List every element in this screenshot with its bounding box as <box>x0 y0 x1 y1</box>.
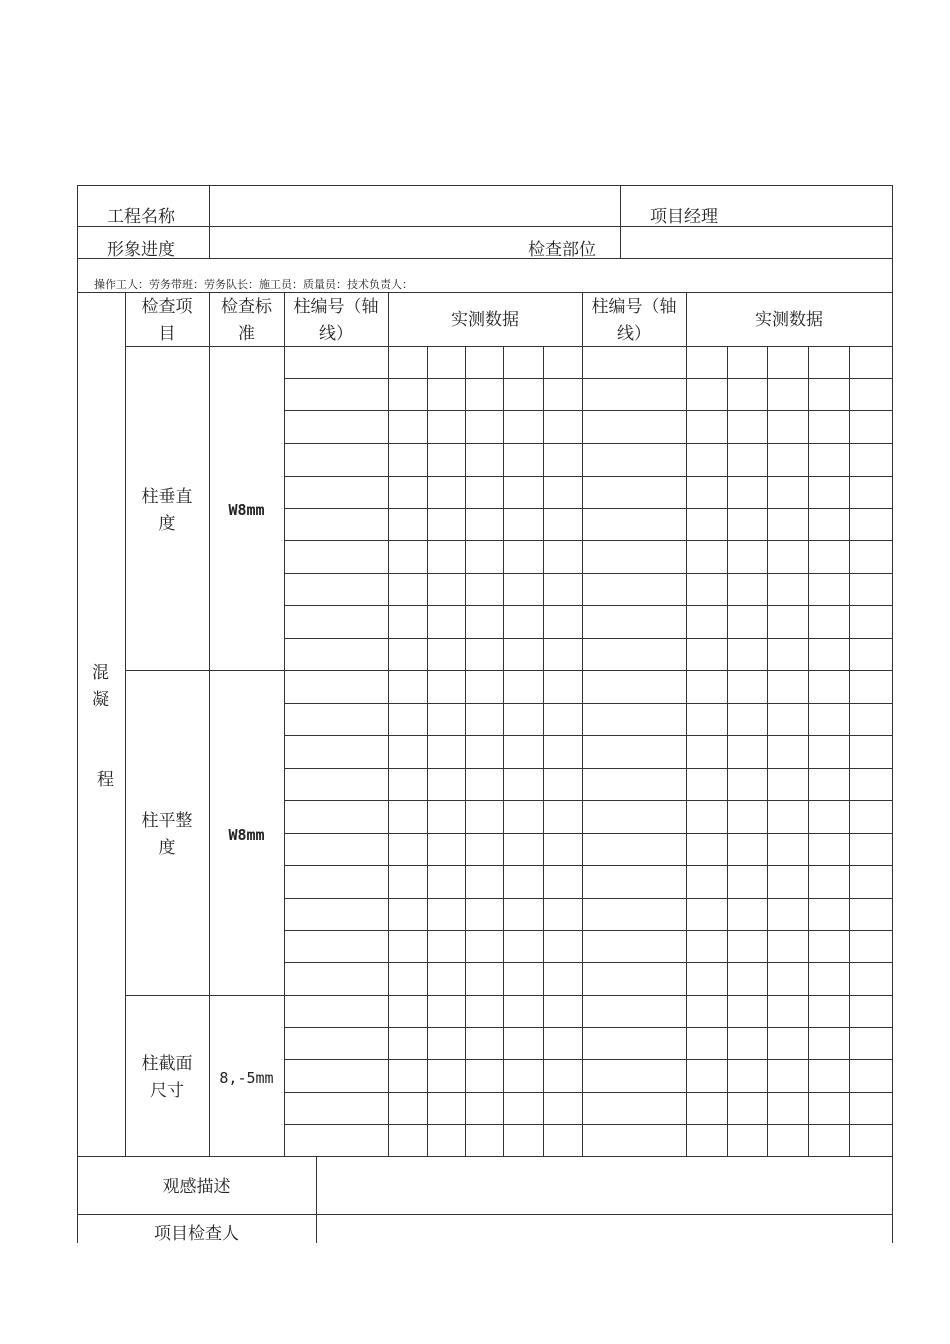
project-manager-label: 项目经理 <box>650 207 718 227</box>
grid-line <box>77 1156 893 1157</box>
grid-line <box>892 185 893 1243</box>
grid-line <box>284 508 893 509</box>
grid-line <box>284 443 893 444</box>
grid-line <box>77 226 893 227</box>
item-standard: 8,-5mm <box>219 1069 274 1087</box>
item-standard: W8mm <box>228 826 265 844</box>
grid-line <box>284 800 893 801</box>
item-name-line1: 柱截面 <box>141 1054 193 1074</box>
grid-line <box>316 1156 317 1243</box>
side-label-char1: 混 <box>92 663 109 683</box>
col-header-standard-line1: 检查标 <box>221 297 272 317</box>
grid-line <box>284 1059 893 1060</box>
progress-label: 形象进度 <box>107 240 175 260</box>
grid-line <box>808 346 809 1157</box>
item-name-line1: 柱平整 <box>141 811 193 831</box>
grid-line <box>77 185 78 1243</box>
grid-line <box>543 346 544 1157</box>
grid-line <box>284 768 893 769</box>
col-header-item-line1: 检查项 <box>141 297 193 317</box>
grid-line <box>284 1092 893 1093</box>
grid-line <box>284 573 893 574</box>
col-header-measured-right: 实测数据 <box>755 310 823 330</box>
grid-line <box>465 346 466 1157</box>
grid-line <box>209 185 210 259</box>
grid-line <box>503 346 504 1157</box>
side-label-char3: 程 <box>97 770 114 790</box>
grid-line <box>284 735 893 736</box>
item-name-line2: 尺寸 <box>150 1081 184 1101</box>
inspection-part-label: 检查部位 <box>528 240 596 260</box>
grid-line <box>284 865 893 866</box>
grid-line <box>209 292 210 1157</box>
grid-line <box>284 833 893 834</box>
grid-line <box>125 670 893 671</box>
grid-line <box>427 346 428 1157</box>
grid-line <box>284 703 893 704</box>
appearance-label: 观感描述 <box>162 1177 231 1197</box>
grid-line <box>125 995 893 996</box>
col-header-measured-left: 实测数据 <box>451 310 519 330</box>
item-name-line2: 度 <box>158 838 176 858</box>
grid-line <box>77 1214 893 1215</box>
item-name-line2: 度 <box>158 514 176 534</box>
grid-line <box>284 410 893 411</box>
item-name-line1: 柱垂直 <box>141 487 193 507</box>
col-header-column-no-left-line2: 线） <box>319 324 353 344</box>
col-header-item-line2: 目 <box>158 324 176 344</box>
grid-line <box>284 898 893 899</box>
grid-line <box>284 1027 893 1028</box>
inspector-label: 项目检查人 <box>154 1224 239 1244</box>
col-header-column-no-right-line1: 柱编号（轴 <box>591 297 677 317</box>
grid-line <box>849 346 850 1157</box>
grid-line <box>620 185 621 259</box>
grid-line <box>767 346 768 1157</box>
project-name-label: 工程名称 <box>107 207 175 227</box>
col-header-standard-line2: 准 <box>238 324 255 344</box>
side-label-char2: 凝 <box>92 690 109 710</box>
grid-line <box>284 605 893 606</box>
grid-line <box>125 292 126 1157</box>
grid-line <box>284 476 893 477</box>
grid-line <box>77 185 893 186</box>
grid-line <box>727 346 728 1157</box>
col-header-column-no-left-line1: 柱编号（轴 <box>293 297 379 317</box>
grid-line <box>284 638 893 639</box>
item-standard: W8mm <box>228 501 265 519</box>
grid-line <box>284 1124 893 1125</box>
grid-line <box>284 930 893 931</box>
grid-line <box>284 540 893 541</box>
personnel-line: 操作工人：劳务带班：劳务队长：施工员：质量员：技术负责人： <box>94 278 413 291</box>
grid-line <box>284 378 893 379</box>
grid-line <box>77 292 893 293</box>
grid-line <box>77 258 893 259</box>
col-header-column-no-right-line2: 线） <box>617 324 651 344</box>
grid-line <box>284 962 893 963</box>
